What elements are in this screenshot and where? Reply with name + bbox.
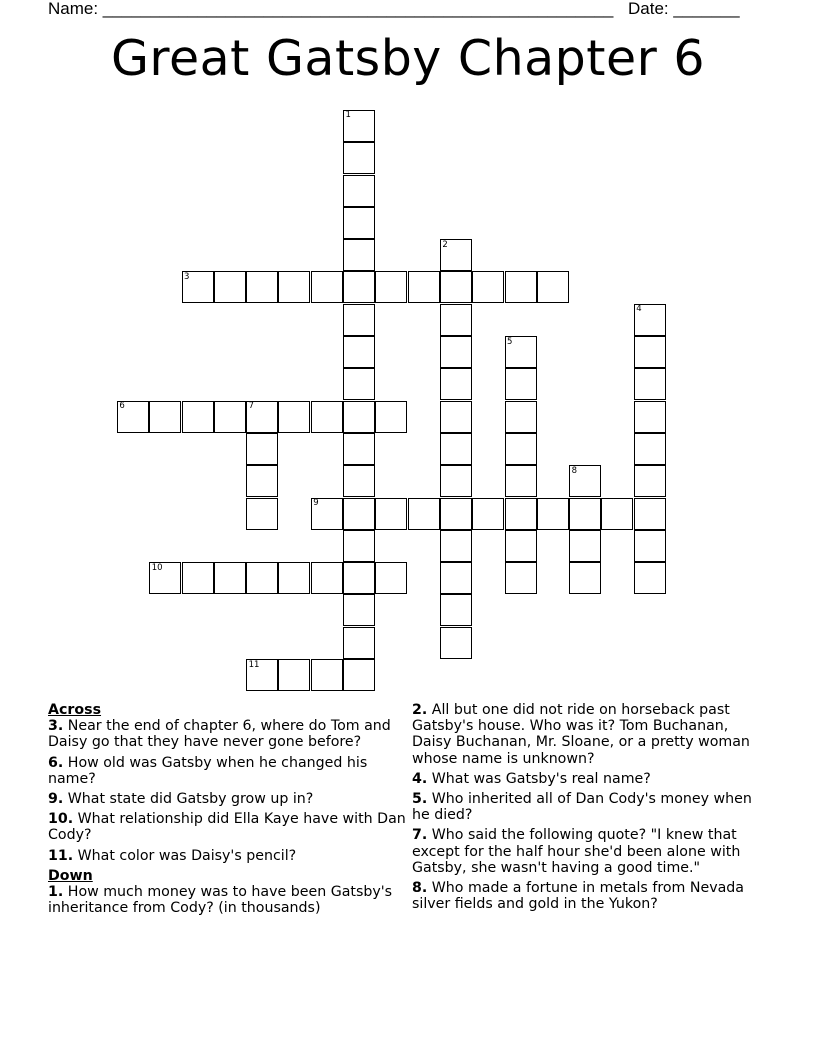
clue-number: 11. [48, 847, 74, 864]
grid-cell[interactable] [246, 465, 278, 497]
grid-cell[interactable] [343, 627, 375, 659]
name-field-label: Name: ______________________________________________________ [48, 0, 614, 18]
grid-cell[interactable] [634, 401, 666, 433]
grid-cell[interactable] [505, 530, 537, 562]
clue-number: 2. [412, 702, 428, 718]
grid-cell[interactable] [634, 498, 666, 530]
grid-cell[interactable] [505, 271, 537, 303]
grid-cell[interactable] [311, 659, 343, 691]
down-clue [412, 771, 772, 787]
grid-cell[interactable] [634, 433, 666, 465]
grid-cell[interactable] [343, 530, 375, 562]
grid-cell-number: 7 [248, 401, 255, 412]
across-clue [48, 848, 408, 864]
down-clue [48, 884, 408, 916]
grid-cell[interactable] [440, 368, 472, 400]
down-heading: Down [48, 867, 93, 884]
grid-cell[interactable] [246, 498, 278, 530]
grid-cell[interactable] [634, 336, 666, 368]
clue-number: 10. [48, 811, 74, 828]
grid-cell[interactable] [182, 401, 214, 433]
across-heading: Across [48, 702, 102, 718]
across-clue [48, 791, 408, 807]
grid-cell[interactable] [472, 271, 504, 303]
grid-cell[interactable] [278, 659, 310, 691]
grid-cell[interactable] [408, 498, 440, 530]
grid-cell[interactable] [278, 401, 310, 433]
grid-cell-number: 10 [151, 562, 163, 573]
grid-cell[interactable] [375, 401, 407, 433]
grid-cell[interactable] [343, 498, 375, 530]
grid-cell-number: 6 [119, 401, 125, 412]
grid-cell[interactable] [440, 433, 472, 465]
grid-cell[interactable] [246, 433, 278, 465]
grid-cell[interactable] [505, 401, 537, 433]
grid-cell[interactable] [440, 401, 472, 433]
grid-cell[interactable] [440, 498, 472, 530]
down-clue [412, 880, 772, 912]
grid-cell-number: 9 [313, 498, 319, 508]
grid-cell[interactable] [537, 498, 569, 530]
grid-cell[interactable] [343, 304, 375, 336]
clue-number: 6. [48, 754, 64, 771]
grid-cell[interactable] [182, 562, 214, 594]
down-clue-list-continued [412, 702, 772, 912]
grid-cell[interactable] [440, 271, 472, 303]
grid-cell[interactable] [440, 627, 472, 659]
grid-cell-number: 5 [507, 336, 513, 347]
grid-cell[interactable] [311, 562, 343, 594]
grid-cell[interactable] [440, 530, 472, 562]
down-clue [412, 702, 772, 767]
grid-cell[interactable] [343, 401, 375, 433]
grid-cell[interactable] [505, 562, 537, 594]
grid-cell[interactable] [343, 239, 375, 271]
grid-cell[interactable] [505, 498, 537, 530]
grid-cell[interactable] [440, 336, 472, 368]
grid-cell[interactable] [246, 271, 278, 303]
clues-column-right [412, 702, 772, 916]
clue-text: What color was Daisy's pencil? [73, 847, 297, 864]
clue-number: 9. [48, 791, 64, 808]
grid-cell[interactable] [569, 530, 601, 562]
grid-cell[interactable] [505, 368, 537, 400]
down-clue-list [48, 884, 408, 916]
grid-cell[interactable] [505, 433, 537, 465]
grid-cell-number: 1 [345, 110, 351, 121]
grid-cell[interactable] [246, 562, 278, 594]
grid-cell[interactable] [408, 271, 440, 303]
grid-cell[interactable] [214, 401, 246, 433]
down-clue [412, 827, 772, 876]
clue-text: What relationship did Ella Kaye have with Dan Cody? [48, 811, 406, 844]
grid-cell[interactable] [343, 659, 375, 691]
grid-cell[interactable] [375, 498, 407, 530]
date-field-label: Date: _______ [628, 0, 740, 18]
grid-cell[interactable] [440, 465, 472, 497]
down-clue [412, 791, 772, 823]
grid-cell[interactable] [634, 368, 666, 400]
grid-cell-number: 3 [184, 271, 190, 282]
grid-cell[interactable] [472, 498, 504, 530]
grid-cell[interactable] [343, 175, 375, 207]
grid-cell[interactable] [634, 465, 666, 497]
clue-text: Near the end of chapter 6, where do Tom and Daisy go that they have never gone before? [48, 718, 391, 751]
grid-cell[interactable] [569, 498, 601, 530]
clues-column-left [48, 702, 408, 920]
grid-cell[interactable] [343, 271, 375, 303]
across-clue [48, 755, 408, 787]
across-clue-list [48, 718, 408, 864]
grid-cell[interactable] [343, 142, 375, 174]
grid-cell[interactable] [375, 562, 407, 594]
grid-cell[interactable] [343, 207, 375, 239]
grid-cell-number: 2 [442, 239, 448, 250]
grid-cell[interactable] [343, 336, 375, 368]
grid-cell[interactable] [601, 498, 633, 530]
grid-cell[interactable] [375, 271, 407, 303]
grid-cell[interactable] [343, 465, 375, 497]
grid-cell[interactable] [214, 562, 246, 594]
clue-number: 1. [48, 884, 64, 901]
across-clue [48, 811, 408, 843]
grid-cell[interactable] [634, 562, 666, 594]
grid-cell[interactable] [634, 530, 666, 562]
grid-cell[interactable] [343, 433, 375, 465]
grid-cell[interactable] [343, 562, 375, 594]
grid-cell[interactable] [149, 401, 181, 433]
clue-text: All but one did not ride on horseback past Gatsby's house. Who was it? Tom Buchanan, Daisy Buchanan, Mr. Sloane, or a pretty woman whose name is unknown? [412, 702, 750, 767]
clue-text: Who said the following quote? "I knew that except for the half hour she'd been alone with Gatsby, she wasn't having a good time." [412, 827, 741, 876]
clue-number: 8. [412, 880, 428, 897]
grid-cell-number: 11 [248, 659, 260, 670]
grid-cell-number: 8 [571, 465, 578, 476]
grid-cell[interactable] [343, 368, 375, 400]
grid-cell[interactable] [569, 562, 601, 594]
grid-cell[interactable] [440, 304, 472, 336]
page-title: Great Gatsby Chapter 6 [110, 30, 706, 87]
grid-cell-number: 4 [636, 304, 642, 315]
grid-cell[interactable] [278, 271, 310, 303]
grid-cell[interactable] [214, 271, 246, 303]
clue-text: Who inherited all of Dan Cody's money when he died? [412, 791, 752, 824]
grid-cell[interactable] [505, 465, 537, 497]
clue-text: How much money was to have been Gatsby's inheritance from Cody? (in thousands) [48, 884, 393, 917]
clue-text: Who made a fortune in metals from Nevada silver fields and gold in the Yukon? [412, 880, 744, 913]
clue-text: What state did Gatsby grow up in? [63, 791, 314, 808]
grid-cell[interactable] [343, 594, 375, 626]
clue-number: 7. [412, 827, 428, 844]
grid-cell[interactable] [440, 594, 472, 626]
across-clue [48, 718, 408, 750]
grid-cell[interactable] [278, 562, 310, 594]
clue-number: 3. [48, 718, 64, 735]
grid-cell[interactable] [311, 401, 343, 433]
clue-text: How old was Gatsby when he changed his name? [48, 754, 368, 787]
clue-number: 5. [412, 791, 428, 808]
clue-number: 4. [412, 770, 428, 787]
grid-cell[interactable] [311, 271, 343, 303]
grid-cell[interactable] [537, 271, 569, 303]
clue-text: What was Gatsby's real name? [427, 770, 651, 787]
grid-cell[interactable] [440, 562, 472, 594]
